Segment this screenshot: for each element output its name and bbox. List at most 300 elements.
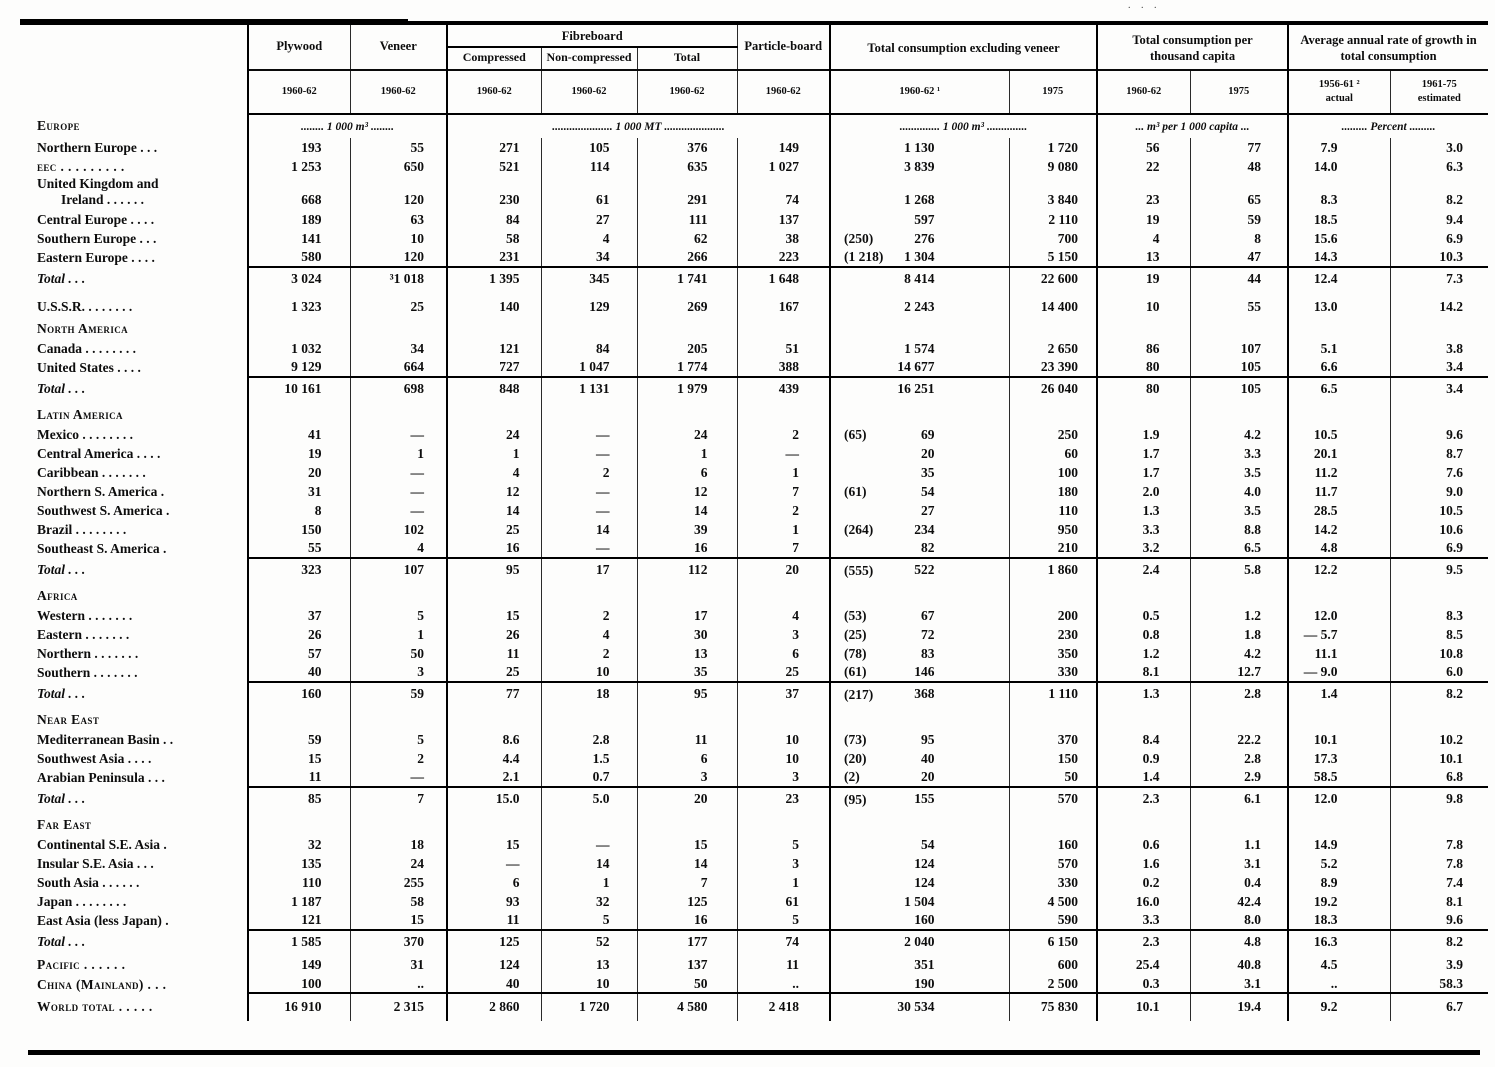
cell-fibreboard-compressed: 16 (447, 539, 541, 558)
col-header-fibreboard-total: Total (637, 47, 737, 69)
cell-fibreboard-compressed: — (447, 854, 541, 873)
row-label: Far East (37, 817, 92, 833)
table-row (20, 835, 1488, 854)
cell-growth-actual: 8.9 (1288, 873, 1390, 892)
cell-fibreboard-total: 30 (637, 625, 737, 644)
cell-fibreboard-total: 39 (637, 520, 737, 539)
cell-percapita-1975: 3.1 (1190, 854, 1288, 873)
cell-growth-estimated: 10.1 (1390, 749, 1488, 768)
cell-percapita-1975: 1.1 (1190, 835, 1288, 854)
cell-plywood: 9 129 (248, 358, 350, 377)
row-label: United States . . . . (37, 359, 141, 375)
cell-percapita-1960-62: 0.3 (1097, 973, 1190, 993)
consumption-value: 522 (914, 562, 935, 578)
cell-veneer: 25 (350, 291, 447, 315)
total-row (20, 558, 1488, 582)
cell-fibreboard-compressed: 1 (447, 444, 541, 463)
cell-fibreboard-compressed: 12 (447, 482, 541, 501)
cell-fibreboard-compressed: 15 (447, 835, 541, 854)
consumption-paren-value: (95) (844, 791, 867, 807)
cell-consumption-1975: 22 600 (1009, 267, 1097, 291)
cell-consumption-1960-62 (830, 911, 1009, 930)
cell-fibreboard-total: 376 (637, 138, 737, 157)
consumption-value: 155 (914, 791, 935, 807)
cell-plywood: 32 (248, 835, 350, 854)
cell-percapita-1960-62: 1.2 (1097, 644, 1190, 663)
cell-particleboard (737, 315, 830, 339)
table-row (20, 501, 1488, 520)
cell-plywood: 323 (248, 558, 350, 582)
cell-consumption-1975: 350 (1009, 644, 1097, 663)
cell-consumption-1960-62 (830, 706, 1009, 730)
cell-fibreboard-compressed: 4.4 (447, 749, 541, 768)
cell-consumption-1975: 14 400 (1009, 291, 1097, 315)
row-label: East Asia (less Japan) . (37, 912, 169, 928)
total-row (20, 267, 1488, 291)
cell-percapita-1975 (1190, 401, 1288, 425)
cell-percapita-1975 (1190, 582, 1288, 606)
cell-veneer: 255 (350, 873, 447, 892)
consumption-paren-value: (25) (844, 626, 867, 642)
row-label: Eastern Europe . . . . (37, 249, 155, 265)
cell-fibreboard-noncompressed (541, 315, 637, 339)
cell-particleboard: 10 (737, 730, 830, 749)
cell-particleboard: 388 (737, 358, 830, 377)
consumption-value: 190 (914, 976, 935, 992)
table-row (20, 854, 1488, 873)
year-growth-estimated-range: 1961-75 (1421, 78, 1457, 90)
consumption-value: 69 (921, 426, 935, 442)
cell-growth-estimated: 7.8 (1390, 854, 1488, 873)
cell-percapita-1975: 2.8 (1190, 682, 1288, 706)
consumption-value: 2 243 (904, 299, 935, 315)
cell-percapita-1975: 47 (1190, 248, 1288, 267)
cell-fibreboard-total: 6 (637, 463, 737, 482)
cell-particleboard: 23 (737, 787, 830, 811)
consumption-value: 82 (921, 540, 935, 556)
row-label: Europe (37, 118, 80, 134)
row-label: eec . . . . . . . . . (37, 158, 125, 174)
cell-consumption-1960-62 (830, 291, 1009, 315)
cell-growth-actual: 7.9 (1288, 138, 1390, 157)
cell-particleboard: 10 (737, 749, 830, 768)
cell-percapita-1960-62 (1097, 401, 1190, 425)
cell-consumption-1960-62 (830, 157, 1009, 176)
cell-veneer: 55 (350, 138, 447, 157)
cell-fibreboard-noncompressed: 14 (541, 520, 637, 539)
table-row (20, 229, 1488, 248)
table-row (20, 730, 1488, 749)
cell-plywood: 100 (248, 973, 350, 993)
table-row (20, 644, 1488, 663)
cell-growth-estimated: 3.4 (1390, 358, 1488, 377)
cell-consumption-1960-62 (830, 463, 1009, 482)
cell-growth-estimated: 10.5 (1390, 501, 1488, 520)
cell-growth-estimated: 8.2 (1390, 682, 1488, 706)
cell-percapita-1975: 1.2 (1190, 606, 1288, 625)
consumption-value: 1 304 (904, 249, 935, 265)
row-label: Canada . . . . . . . . (37, 340, 137, 356)
cell-fibreboard-total: 50 (637, 973, 737, 993)
cell-fibreboard-total (637, 706, 737, 730)
cell-consumption-1960-62 (830, 730, 1009, 749)
cell-fibreboard-noncompressed: 1 (541, 873, 637, 892)
row-label: China (Mainland) . . . (37, 976, 167, 992)
cell-particleboard (737, 706, 830, 730)
cell-fibreboard-total: 3 (637, 768, 737, 787)
cell-growth-actual: 4.5 (1288, 954, 1390, 973)
table-row (20, 176, 1488, 210)
cell-plywood: 59 (248, 730, 350, 749)
cell-percapita-1960-62 (1097, 315, 1190, 339)
col-header-noncompressed: Non-compressed (541, 47, 637, 69)
table-row (20, 873, 1488, 892)
cell-growth-estimated: 6.7 (1390, 993, 1488, 1021)
cell-growth-actual (1288, 401, 1390, 425)
cell-percapita-1960-62: 3.3 (1097, 911, 1190, 930)
consumption-paren-value: (20) (844, 750, 867, 766)
cell-particleboard: 1 (737, 873, 830, 892)
cell-particleboard: 3 (737, 625, 830, 644)
year-compressed: 1960-62 (447, 70, 541, 114)
cell-consumption-1975: 2 650 (1009, 339, 1097, 358)
cell-fibreboard-noncompressed: 14 (541, 854, 637, 873)
row-label: Total . . . (37, 933, 86, 949)
cell-growth-estimated: 8.5 (1390, 625, 1488, 644)
cell-fibreboard-compressed: 8.6 (447, 730, 541, 749)
cell-percapita-1975: 4.2 (1190, 425, 1288, 444)
cell-fibreboard-total: 205 (637, 339, 737, 358)
cell-fibreboard-total: 24 (637, 425, 737, 444)
table-row (20, 749, 1488, 768)
cell-fibreboard-compressed: 15 (447, 606, 541, 625)
cell-fibreboard-compressed: 84 (447, 210, 541, 229)
cell-growth-actual: — 5.7 (1288, 625, 1390, 644)
cell-fibreboard-compressed: 140 (447, 291, 541, 315)
cell-percapita-1975: 22.2 (1190, 730, 1288, 749)
cell-growth-estimated: 6.9 (1390, 229, 1488, 248)
cell-percapita-1975: 4.0 (1190, 482, 1288, 501)
cell-fibreboard-noncompressed: 2.8 (541, 730, 637, 749)
cell-percapita-1975: 77 (1190, 138, 1288, 157)
cell-fibreboard-noncompressed (541, 811, 637, 835)
cell-percapita-1975: 105 (1190, 377, 1288, 401)
cell-consumption-1960-62 (830, 663, 1009, 682)
cell-fibreboard-noncompressed: 52 (541, 930, 637, 954)
cell-percapita-1960-62: 0.9 (1097, 749, 1190, 768)
cell-consumption-1960-62 (830, 539, 1009, 558)
cell-consumption-1960-62 (830, 811, 1009, 835)
cell-particleboard: 167 (737, 291, 830, 315)
cell-plywood: 16 910 (248, 993, 350, 1021)
table-row (20, 973, 1488, 993)
total-row (20, 787, 1488, 811)
cell-percapita-1975: 2.8 (1190, 749, 1288, 768)
cell-growth-actual: 10.1 (1288, 730, 1390, 749)
cell-plywood: 149 (248, 954, 350, 973)
col-header-plywood: Plywood (248, 23, 350, 70)
consumption-value: 20 (921, 769, 935, 785)
cell-veneer: 34 (350, 339, 447, 358)
cell-veneer: 664 (350, 358, 447, 377)
cell-plywood: 1 032 (248, 339, 350, 358)
col-header-veneer: Veneer (350, 23, 447, 70)
cell-veneer: 24 (350, 854, 447, 873)
cell-consumption-1975: 26 040 (1009, 377, 1097, 401)
cell-particleboard: 1 027 (737, 157, 830, 176)
cell-plywood: 19 (248, 444, 350, 463)
cell-percapita-1975: 3.5 (1190, 463, 1288, 482)
section-row (20, 811, 1488, 835)
year-consumption-1960-62: 1960-62 ¹ (830, 70, 1009, 114)
cell-fibreboard-total: 112 (637, 558, 737, 582)
cell-growth-estimated: 10.8 (1390, 644, 1488, 663)
cell-particleboard: 74 (737, 176, 830, 210)
cell-fibreboard-compressed: 25 (447, 663, 541, 682)
cell-fibreboard-noncompressed: 1.5 (541, 749, 637, 768)
units-cell: ... m³ per 1 000 capita ... (1097, 114, 1288, 138)
row-label: Mexico . . . . . . . . (37, 426, 133, 442)
cell-consumption-1960-62 (830, 768, 1009, 787)
cell-fibreboard-compressed: 231 (447, 248, 541, 267)
cell-consumption-1975: 60 (1009, 444, 1097, 463)
cell-fibreboard-compressed: 521 (447, 157, 541, 176)
cell-percapita-1975: 3.3 (1190, 444, 1288, 463)
consumption-value: 54 (921, 483, 935, 499)
cell-particleboard (737, 582, 830, 606)
cell-veneer: 10 (350, 229, 447, 248)
cell-growth-actual: 12.2 (1288, 558, 1390, 582)
cell-growth-actual: 1.4 (1288, 682, 1390, 706)
cell-consumption-1975: 6 150 (1009, 930, 1097, 954)
cell-percapita-1960-62: 0.6 (1097, 835, 1190, 854)
cell-veneer: 2 (350, 749, 447, 768)
cell-fibreboard-total: 95 (637, 682, 737, 706)
cell-veneer (350, 582, 447, 606)
cell-plywood: 57 (248, 644, 350, 663)
cell-fibreboard-noncompressed: 84 (541, 339, 637, 358)
cell-growth-actual: 12.0 (1288, 606, 1390, 625)
cell-growth-estimated: 9.5 (1390, 558, 1488, 582)
cell-percapita-1975: 2.9 (1190, 768, 1288, 787)
cell-growth-actual: 18.5 (1288, 210, 1390, 229)
cell-fibreboard-noncompressed: 61 (541, 176, 637, 210)
cell-percapita-1975: 3.1 (1190, 973, 1288, 993)
cell-plywood: 1 585 (248, 930, 350, 954)
total-row (20, 930, 1488, 954)
header-group-row (20, 23, 1488, 47)
cell-consumption-1960-62 (830, 835, 1009, 854)
cell-percapita-1975: 5.8 (1190, 558, 1288, 582)
cell-fibreboard-total: 6 (637, 749, 737, 768)
cell-percapita-1960-62: 22 (1097, 157, 1190, 176)
year-growth-actual (1288, 70, 1390, 114)
cell-consumption-1975 (1009, 811, 1097, 835)
row-label: Central America . . . . (37, 445, 161, 461)
row-label: South Asia . . . . . . (37, 874, 140, 890)
cell-veneer: 59 (350, 682, 447, 706)
cell-plywood: 10 161 (248, 377, 350, 401)
year-growth-estimated-label: estimated (1417, 92, 1461, 104)
cell-growth-estimated: 3.9 (1390, 954, 1488, 973)
cell-particleboard: 5 (737, 911, 830, 930)
cell-plywood (248, 706, 350, 730)
cell-fibreboard-total: 12 (637, 482, 737, 501)
cell-growth-estimated: 9.6 (1390, 425, 1488, 444)
cell-growth-actual: 5.2 (1288, 854, 1390, 873)
row-label: North America (37, 321, 129, 337)
units-cell: .............. 1 000 m³ .............. (830, 114, 1097, 138)
cell-fibreboard-noncompressed: 1 720 (541, 993, 637, 1021)
cell-fibreboard-total: 35 (637, 663, 737, 682)
row-label: Total . . . (37, 685, 86, 701)
cell-percapita-1975: 42.4 (1190, 892, 1288, 911)
cell-consumption-1975: 3 840 (1009, 176, 1097, 210)
row-label: Southwest S. America . (37, 502, 170, 518)
cell-fibreboard-noncompressed: 105 (541, 138, 637, 157)
consumption-value: 16 251 (897, 381, 935, 397)
cell-growth-actual: 18.3 (1288, 911, 1390, 930)
cell-fibreboard-total: 14 (637, 501, 737, 520)
cell-fibreboard-compressed (447, 811, 541, 835)
cell-percapita-1975: 48 (1190, 157, 1288, 176)
cell-growth-actual: .. (1288, 973, 1390, 993)
cell-particleboard: — (737, 444, 830, 463)
cell-fibreboard-compressed: 1 395 (447, 267, 541, 291)
cell-percapita-1960-62: 1.4 (1097, 768, 1190, 787)
table-row (20, 892, 1488, 911)
cell-fibreboard-total (637, 582, 737, 606)
cell-veneer: 18 (350, 835, 447, 854)
row-label: Pacific . . . . . . (37, 957, 126, 973)
cell-percapita-1960-62: 1.6 (1097, 854, 1190, 873)
cell-fibreboard-total: 269 (637, 291, 737, 315)
cell-fibreboard-total: 11 (637, 730, 737, 749)
cell-veneer: 698 (350, 377, 447, 401)
consumption-paren-value: (53) (844, 607, 867, 623)
units-cell: ......... Percent ......... (1288, 114, 1488, 138)
cell-consumption-1975: 100 (1009, 463, 1097, 482)
cell-consumption-1975: 160 (1009, 835, 1097, 854)
row-label: Total . . . (37, 270, 86, 286)
row-label: Latin America (37, 407, 123, 423)
cell-percapita-1960-62: 3.3 (1097, 520, 1190, 539)
cell-particleboard: 1 (737, 463, 830, 482)
cell-fibreboard-noncompressed: 2 (541, 463, 637, 482)
cell-percapita-1975: 8.0 (1190, 911, 1288, 930)
cell-percapita-1975: 4.8 (1190, 930, 1288, 954)
cell-plywood (248, 582, 350, 606)
cell-fibreboard-compressed (447, 401, 541, 425)
row-label: Total . . . (37, 380, 86, 396)
section-row (20, 706, 1488, 730)
cell-plywood: 668 (248, 176, 350, 210)
col-group-fibreboard: Fibreboard (447, 23, 737, 47)
cell-consumption-1975 (1009, 315, 1097, 339)
cell-consumption-1975: 200 (1009, 606, 1097, 625)
cell-consumption-1960-62 (830, 229, 1009, 248)
row-label: Southern Europe . . . (37, 230, 157, 246)
consumption-value: 40 (921, 750, 935, 766)
cell-percapita-1960-62: 1.3 (1097, 682, 1190, 706)
consumption-value: 14 677 (897, 359, 935, 375)
cell-consumption-1975 (1009, 401, 1097, 425)
cell-consumption-1975: 1 720 (1009, 138, 1097, 157)
row-label: Mediterranean Basin . . (37, 731, 174, 747)
cell-veneer: — (350, 463, 447, 482)
cell-particleboard: 1 (737, 520, 830, 539)
cell-veneer: — (350, 768, 447, 787)
cell-plywood: 1 323 (248, 291, 350, 315)
cell-consumption-1960-62 (830, 210, 1009, 229)
cell-fibreboard-total: 62 (637, 229, 737, 248)
cell-consumption-1960-62 (830, 993, 1009, 1021)
cell-growth-estimated: 6.9 (1390, 539, 1488, 558)
cell-fibreboard-total: 291 (637, 176, 737, 210)
cell-consumption-1975: 330 (1009, 663, 1097, 682)
cell-particleboard: 74 (737, 930, 830, 954)
cell-percapita-1975: 19.4 (1190, 993, 1288, 1021)
cell-growth-estimated (1390, 582, 1488, 606)
cell-consumption-1960-62 (830, 501, 1009, 520)
cell-percapita-1975: 59 (1190, 210, 1288, 229)
consumption-value: 351 (914, 957, 935, 973)
cell-percapita-1975: 1.8 (1190, 625, 1288, 644)
cell-fibreboard-compressed: 11 (447, 644, 541, 663)
table-row (20, 157, 1488, 176)
cell-fibreboard-noncompressed: 4 (541, 625, 637, 644)
cell-fibreboard-compressed: 2.1 (447, 768, 541, 787)
cell-growth-estimated: 7.8 (1390, 835, 1488, 854)
year-percapita-1975: 1975 (1190, 70, 1288, 114)
cell-fibreboard-total: 14 (637, 854, 737, 873)
cell-fibreboard-total: 1 774 (637, 358, 737, 377)
cell-percapita-1960-62 (1097, 706, 1190, 730)
consumption-value: 83 (921, 645, 935, 661)
cell-growth-actual (1288, 315, 1390, 339)
cell-consumption-1975 (1009, 706, 1097, 730)
year-growth-estimated (1390, 70, 1488, 114)
cell-fibreboard-noncompressed: — (541, 482, 637, 501)
cell-consumption-1960-62 (830, 892, 1009, 911)
consumption-value: 1 574 (904, 340, 935, 356)
table-row (20, 339, 1488, 358)
cell-percapita-1975: 40.8 (1190, 954, 1288, 973)
cell-growth-actual: 11.7 (1288, 482, 1390, 501)
cell-consumption-1975: 150 (1009, 749, 1097, 768)
cell-consumption-1975: 2 110 (1009, 210, 1097, 229)
cell-growth-actual: 20.1 (1288, 444, 1390, 463)
cell-percapita-1960-62: 19 (1097, 267, 1190, 291)
cell-consumption-1975: 210 (1009, 539, 1097, 558)
consumption-paren-value: (250) (844, 230, 874, 246)
table-row (20, 539, 1488, 558)
cell-growth-actual: 12.0 (1288, 787, 1390, 811)
cell-veneer (350, 401, 447, 425)
cell-consumption-1960-62 (830, 401, 1009, 425)
cell-fibreboard-compressed: 24 (447, 425, 541, 444)
cell-fibreboard-noncompressed: 4 (541, 229, 637, 248)
cell-percapita-1960-62: 1.7 (1097, 444, 1190, 463)
cell-growth-estimated: 7.4 (1390, 873, 1488, 892)
cell-particleboard: 37 (737, 682, 830, 706)
consumption-paren-value: (61) (844, 664, 867, 680)
cell-veneer: 2 315 (350, 993, 447, 1021)
cell-veneer: 120 (350, 176, 447, 210)
cell-veneer: — (350, 425, 447, 444)
cell-percapita-1975 (1190, 706, 1288, 730)
cell-consumption-1960-62 (830, 558, 1009, 582)
